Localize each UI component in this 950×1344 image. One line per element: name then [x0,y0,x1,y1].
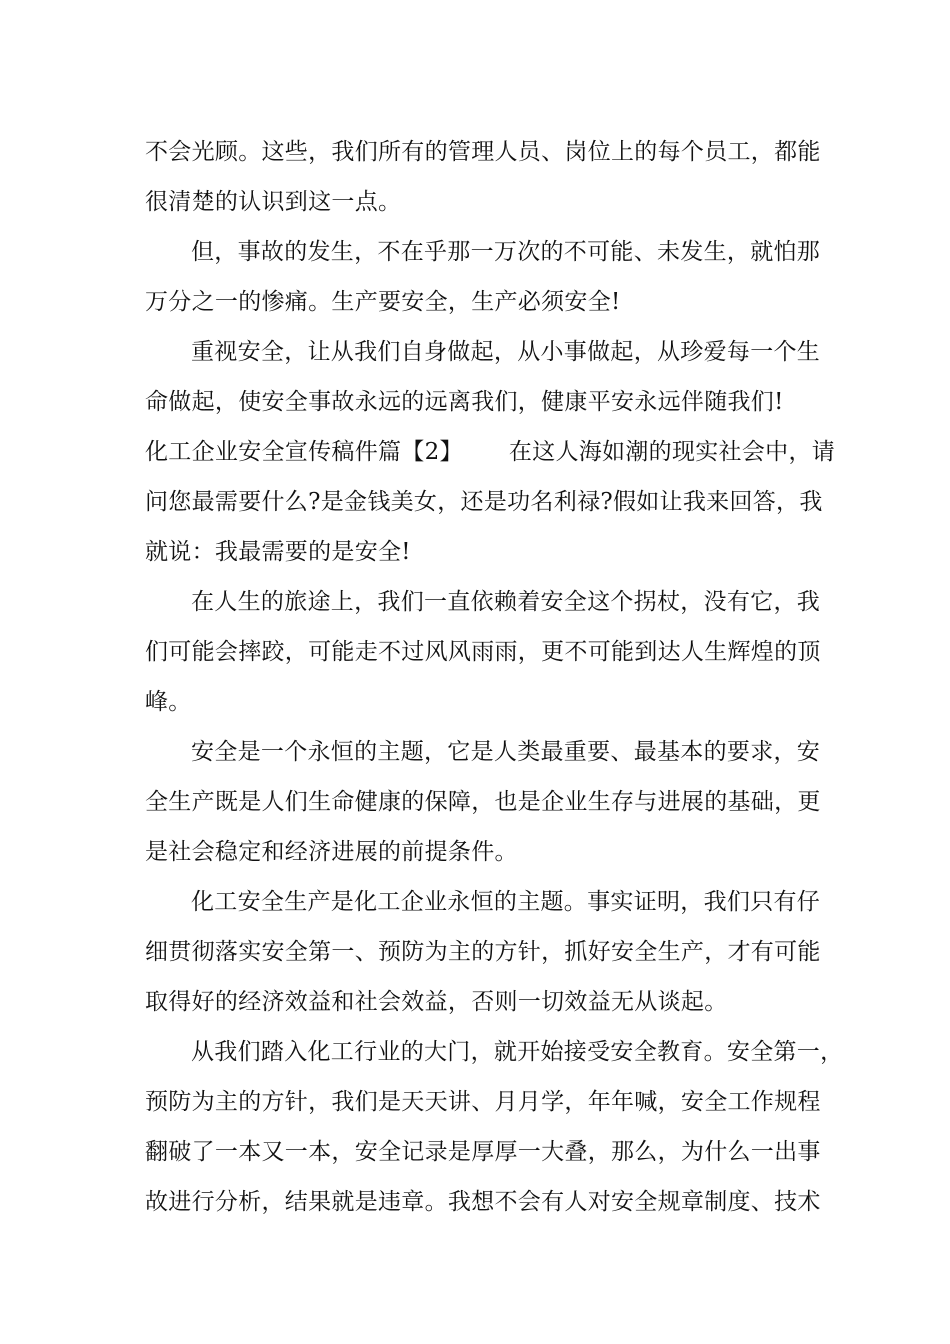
paragraph-line: 从我们踏入化工行业的大门，就开始接受安全教育。安全第一， [191,1039,844,1065]
paragraph-line: 取得好的经济效益和社会效益，否则一切效益无从谈起。 [145,989,728,1015]
paragraph-line: 重视安全，让从我们自身做起，从小事做起，从珍爱每一个生 [191,339,821,365]
paragraph-line: 故进行分析，结果就是违章。我想不会有人对安全规章制度、技术 [145,1189,821,1215]
section-heading: 化工企业安全宣传稿件篇【2】 [145,439,463,465]
paragraph-line: 就说：我最需要的是安全! [145,539,411,565]
paragraph-line: 很清楚的认识到这一点。 [145,189,402,215]
section-heading-line [145,437,835,467]
paragraph-line: 预防为主的方针，我们是天天讲、月月学，年年喊，安全工作规程 [145,1089,821,1115]
paragraph-line: 峰。 [145,689,192,715]
paragraph-line: 们可能会摔跤，可能走不过风风雨雨，更不可能到达人生辉煌的顶 [145,639,821,665]
paragraph-line: 在人生的旅途上，我们一直依赖着安全这个拐杖，没有它，我 [191,589,821,615]
paragraph-line: 万分之一的惨痛。生产要安全，生产必须安全! [145,289,621,315]
paragraph-line: 全生产既是人们生命健康的保障，也是企业生存与进展的基础，更 [145,789,821,815]
paragraph-line: 安全是一个永恒的主题，它是人类最重要、最基本的要求，安 [191,739,821,765]
paragraph-line: 问您最需要什么?是金钱美女，还是功名利禄?假如让我来回答，我 [145,489,823,515]
paragraph-line: 但，事故的发生，不在乎那一万次的不可能、未发生，就怕那 [191,239,821,265]
paragraph-line: 化工安全生产是化工企业永恒的主题。事实证明，我们只有仔 [191,889,821,915]
paragraph-line: 不会光顾。这些，我们所有的管理人员、岗位上的每个员工，都能 [145,139,821,165]
paragraph-line: 细贯彻落实安全第一、预防为主的方针，抓好安全生产，才有可能 [145,939,821,965]
heading-continuation: 在这人海如潮的现实社会中，请 [508,439,836,465]
paragraph-line: 是社会稳定和经济进展的前提条件。 [145,839,518,865]
paragraph-line: 命做起，使安全事故永远的远离我们，健康平安永远伴随我们! [145,389,784,415]
paragraph-line: 翻破了一本又一本，安全记录是厚厚一大叠，那么，为什么一出事 [145,1139,821,1165]
